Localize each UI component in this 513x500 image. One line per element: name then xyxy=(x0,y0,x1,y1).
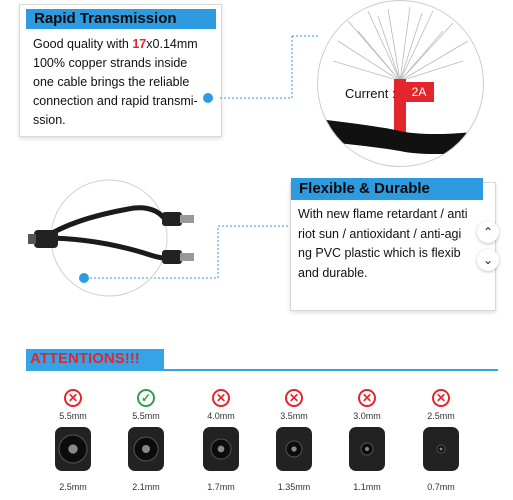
outer-diameter-label: 3.5mm xyxy=(280,411,308,421)
cross-icon: ✕ xyxy=(432,389,450,407)
inner-diameter-label: 2.1mm xyxy=(132,482,160,492)
inner-diameter-label: 2.5mm xyxy=(59,482,87,492)
cross-icon: ✕ xyxy=(358,389,376,407)
cross-icon: ✕ xyxy=(64,389,82,407)
cross-icon: ✕ xyxy=(285,389,303,407)
inner-diameter-label: 0.7mm xyxy=(427,482,455,492)
rapid-transmission-title: Rapid Transmission xyxy=(26,9,216,29)
outer-diameter-label: 5.5mm xyxy=(59,411,87,421)
plug-end-icon xyxy=(347,425,387,473)
inner-diameter-label: 1.1mm xyxy=(353,482,381,492)
attentions-divider xyxy=(26,369,498,371)
inner-diameter-label: 1.35mm xyxy=(277,482,311,492)
splitter-cable-image xyxy=(14,178,214,298)
outer-diameter-label: 2.5mm xyxy=(427,411,455,421)
scroll-up-button[interactable]: ⌃ xyxy=(477,221,499,243)
outer-diameter-label: 5.5mm xyxy=(132,411,160,421)
plug-end-icon xyxy=(274,425,314,473)
copper-strands-icon xyxy=(318,1,483,166)
current-label: Current : xyxy=(345,86,396,101)
outer-diameter-label: 4.0mm xyxy=(207,411,235,421)
cross-icon: ✕ xyxy=(212,389,230,407)
scroll-down-button[interactable]: ⌄ xyxy=(477,249,499,271)
inner-diameter-label: 1.7mm xyxy=(207,482,235,492)
attentions-banner: ATTENTIONS!!! xyxy=(26,349,164,369)
plug-end-icon xyxy=(421,425,461,473)
flexible-durable-text: With new flame retardant / anti riot sun / antioxidant / anti-agi ng PVC plastic which is flexib and durable. xyxy=(298,207,468,280)
plug-end-icon xyxy=(201,425,241,473)
plug-end-icon xyxy=(53,425,93,473)
rapid-transmission-text: Good quality with 17x0.14mm 100% copper strands inside one cable brings the reliable connection and rapid transmi- ssion. xyxy=(33,37,198,127)
dc-splitter-icon xyxy=(14,178,214,298)
plug-end-icon xyxy=(126,425,166,473)
outer-diameter-label: 3.0mm xyxy=(353,411,381,421)
wire-closeup-image xyxy=(317,0,484,167)
flexible-durable-title: Flexible & Durable xyxy=(291,178,483,200)
current-value: 2A xyxy=(404,82,434,102)
check-icon: ✓ xyxy=(137,389,155,407)
